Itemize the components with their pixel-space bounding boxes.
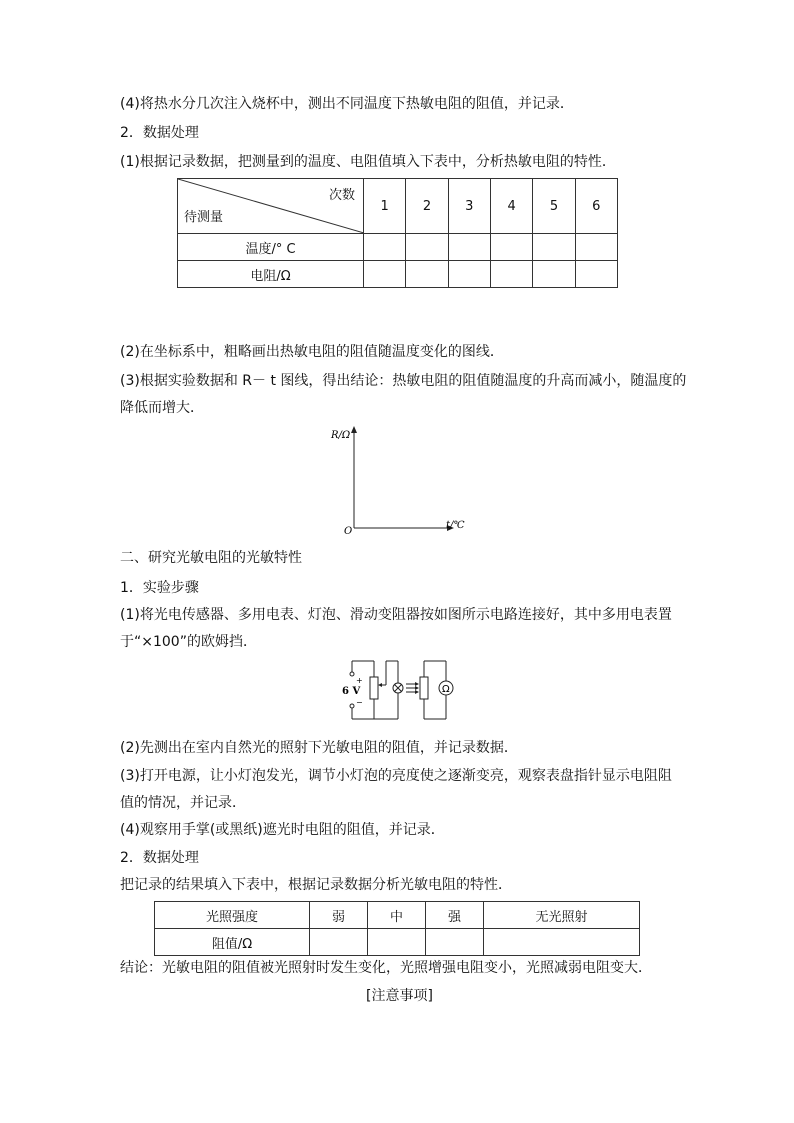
step3-line1: (3)打开电源，让小灯泡发光，调节小灯泡的亮度使之逐渐变亮，观察表盘指针显示电阻阻 [120, 768, 672, 784]
col-header: 3 [448, 179, 490, 234]
data-processing-heading-2: 2．数据处理 [120, 850, 199, 866]
row-label-resistance: 阻值/Ω [155, 929, 310, 956]
graph-xlabel: t/℃ [446, 520, 465, 531]
header-strong: 强 [426, 902, 484, 929]
col-header: 1 [364, 179, 406, 234]
r-t-graph [326, 424, 476, 536]
empty-cell [368, 929, 426, 956]
header-light-intensity: 光照强度 [155, 902, 310, 929]
thermistor-table [177, 178, 618, 288]
empty-cell [575, 261, 617, 288]
step1-line2: 于“×100”的欧姆挡． [120, 634, 257, 650]
voltage-label: 6 V [342, 686, 361, 697]
col-header: 2 [406, 179, 448, 234]
empty-cell [575, 234, 617, 261]
header-medium: 中 [368, 902, 426, 929]
plus-sign: + [356, 676, 363, 685]
circuit-diagram [340, 657, 458, 725]
empty-cell [406, 261, 448, 288]
row-label-temperature: 温度/° C [178, 234, 364, 261]
diagonal-header-cell [178, 179, 364, 234]
notes-heading: [注意事项] [366, 988, 433, 1004]
header-weak: 弱 [310, 902, 368, 929]
empty-cell [448, 234, 490, 261]
empty-cell [490, 261, 532, 288]
step1-line1: (1)将光电传感器、多用电表、灯泡、滑动变阻器按如图所示电路连接好，其中多用电表置 [120, 607, 672, 623]
conclusion-line: 结论：光敏电阻的阻值被光照射时发生变化，光照增强电阻变小，光照减弱电阻变大． [120, 960, 652, 976]
step4-line-s2: (4)观察用手掌(或黑纸)遮光时电阻的阻值，并记录． [120, 822, 445, 838]
minus-sign: − [356, 698, 363, 707]
col-header: 6 [575, 179, 617, 234]
graph-ylabel: R/Ω [331, 430, 351, 441]
header-no-light: 无光照射 [484, 902, 640, 929]
empty-cell [448, 261, 490, 288]
empty-cell [426, 929, 484, 956]
intro-line: 把记录的结果填入下表中，根据记录数据分析光敏电阻的特性． [120, 877, 512, 893]
col-header: 5 [533, 179, 575, 234]
item1-line: (1)根据记录数据，把测量到的温度、电阻值填入下表中，分析热敏电阻的特性． [120, 154, 616, 170]
item3-line2: 降低而增大． [120, 400, 204, 416]
empty-cell [364, 234, 406, 261]
empty-cell [533, 234, 575, 261]
item3-line1: (3)根据实验数据和 R－ t 图线，得出结论：热敏电阻的阻值随温度的升高而减小，随温度的 [120, 373, 687, 389]
ohmmeter-symbol: Ω [442, 684, 450, 695]
diag-bottom-label: 待测量 [184, 210, 224, 225]
item2-line: (2)在坐标系中，粗略画出热敏电阻的阻值随温度变化的图线． [120, 344, 504, 360]
empty-cell [533, 261, 575, 288]
empty-cell [310, 929, 368, 956]
data-processing-heading: 2．数据处理 [120, 125, 199, 141]
diag-top-label: 次数 [328, 188, 355, 203]
section2-title: 二、研究光敏电阻的光敏特性 [120, 550, 302, 566]
row-label-resistance: 电阻/Ω [178, 261, 364, 288]
step2-line: (2)先测出在室内自然光的照射下光敏电阻的阻值，并记录数据． [120, 740, 518, 756]
empty-cell [364, 261, 406, 288]
step3-line2: 值的情况，并记录． [120, 795, 246, 811]
empty-cell [406, 234, 448, 261]
graph-origin: O [344, 526, 353, 536]
empty-cell [490, 234, 532, 261]
col-header: 4 [490, 179, 532, 234]
step4-line: (4)将热水分几次注入烧杯中，测出不同温度下热敏电阻的阻值，并记录． [120, 96, 574, 112]
photoresistor-table [154, 901, 640, 956]
experiment-steps-heading: 1．实验步骤 [120, 580, 199, 596]
empty-cell [484, 929, 640, 956]
